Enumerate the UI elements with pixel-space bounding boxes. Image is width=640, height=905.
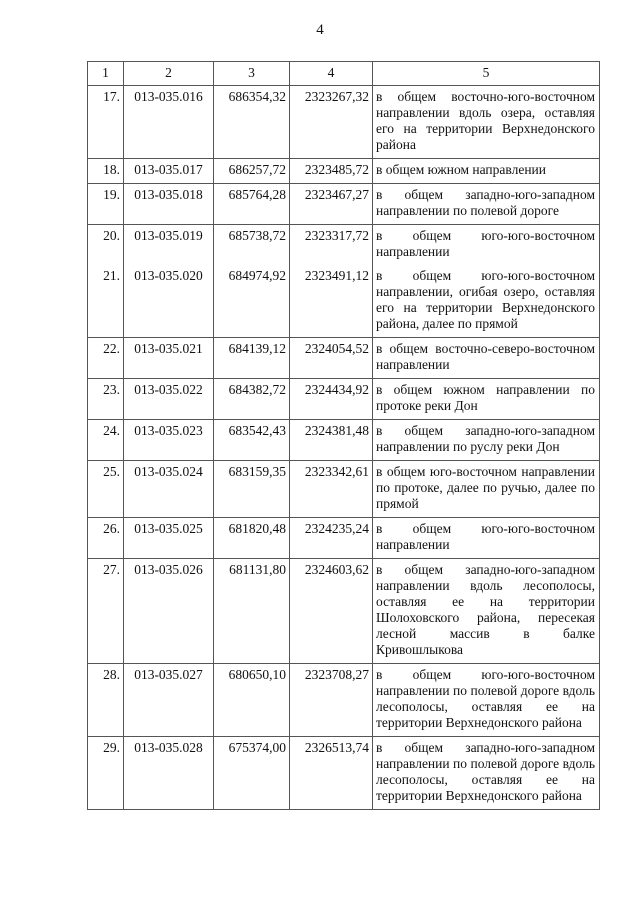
point-code: 013-035.020 xyxy=(124,265,214,338)
row-number: 25. xyxy=(88,461,124,518)
row-number: 22. xyxy=(88,338,124,379)
table-row xyxy=(88,420,600,461)
page-number: 4 xyxy=(316,22,324,38)
table-row xyxy=(88,225,600,266)
table-row xyxy=(88,559,600,664)
coord-x: 684382,72 xyxy=(214,379,290,420)
point-code: 013-035.027 xyxy=(124,664,214,737)
point-code: 013-035.024 xyxy=(124,461,214,518)
coord-x: 686257,72 xyxy=(214,159,290,184)
point-code: 013-035.021 xyxy=(124,338,214,379)
coord-x: 684974,92 xyxy=(214,265,290,338)
point-code: 013-035.019 xyxy=(124,225,214,266)
coord-y: 2323467,27 xyxy=(290,184,373,225)
header-cell: 5 xyxy=(373,62,600,86)
direction-description: в общем западно-юго-западном направлении по полевой дороге вдоль лесополосы, оставляя ее на территории Верхнедонского района xyxy=(373,737,600,810)
coord-y: 2324434,92 xyxy=(290,379,373,420)
row-number: 29. xyxy=(88,737,124,810)
direction-description: в общем юго-юго-восточном направлении xyxy=(373,518,600,559)
coord-x: 675374,00 xyxy=(214,737,290,810)
row-number: 20. xyxy=(88,225,124,266)
header-cell: 2 xyxy=(124,62,214,86)
table-row xyxy=(88,461,600,518)
point-code: 013-035.017 xyxy=(124,159,214,184)
coord-y: 2324054,52 xyxy=(290,338,373,379)
direction-description: в общем юго-юго-восточном направлении xyxy=(373,225,600,266)
row-number: 24. xyxy=(88,420,124,461)
table-body xyxy=(88,86,600,810)
row-number: 23. xyxy=(88,379,124,420)
table-row xyxy=(88,265,600,338)
direction-description: в общем юго-восточном направлении по протоке, далее по ручью, далее по прямой xyxy=(373,461,600,518)
row-number: 26. xyxy=(88,518,124,559)
coord-y: 2323485,72 xyxy=(290,159,373,184)
point-code: 013-035.026 xyxy=(124,559,214,664)
row-number: 19. xyxy=(88,184,124,225)
table-row xyxy=(88,379,600,420)
table-row xyxy=(88,338,600,379)
coord-y: 2323491,12 xyxy=(290,265,373,338)
coord-y: 2324603,62 xyxy=(290,559,373,664)
coord-y: 2326513,74 xyxy=(290,737,373,810)
header-cell: 3 xyxy=(214,62,290,86)
direction-description: в общем юго-юго-восточном направлении по полевой дороге вдоль лесополосы, оставляя ее на территории Верхнедонского района xyxy=(373,664,600,737)
coord-y: 2324381,48 xyxy=(290,420,373,461)
row-number: 21. xyxy=(88,265,124,338)
point-code: 013-035.025 xyxy=(124,518,214,559)
direction-description: в общем южном направлении по протоке реки Дон xyxy=(373,379,600,420)
coord-x: 685738,72 xyxy=(214,225,290,266)
coord-y: 2323267,32 xyxy=(290,86,373,159)
coord-x: 681820,48 xyxy=(214,518,290,559)
coord-y: 2323342,61 xyxy=(290,461,373,518)
table-row xyxy=(88,159,600,184)
coord-x: 681131,80 xyxy=(214,559,290,664)
table-row xyxy=(88,664,600,737)
table-row xyxy=(88,737,600,810)
direction-description: в общем западно-юго-западном направлении по руслу реки Дон xyxy=(373,420,600,461)
coord-x: 683159,35 xyxy=(214,461,290,518)
coord-x: 686354,32 xyxy=(214,86,290,159)
table-row xyxy=(88,518,600,559)
point-code: 013-035.023 xyxy=(124,420,214,461)
coord-y: 2324235,24 xyxy=(290,518,373,559)
coord-y: 2323708,27 xyxy=(290,664,373,737)
table-row xyxy=(88,184,600,225)
row-number: 28. xyxy=(88,664,124,737)
direction-description: в общем южном направлении xyxy=(373,159,600,184)
row-number: 27. xyxy=(88,559,124,664)
coord-x: 685764,28 xyxy=(214,184,290,225)
coord-x: 683542,43 xyxy=(214,420,290,461)
header-cell: 1 xyxy=(88,62,124,86)
direction-description: в общем восточно-северо-восточном направлении xyxy=(373,338,600,379)
coord-y: 2323317,72 xyxy=(290,225,373,266)
direction-description: в общем восточно-юго-восточном направлении вдоль озера, оставляя его на территории Верхнедонского района xyxy=(373,86,600,159)
boundary-points-table xyxy=(87,61,600,810)
row-number: 17. xyxy=(88,86,124,159)
table-header-row xyxy=(88,62,600,86)
point-code: 013-035.022 xyxy=(124,379,214,420)
direction-description: в общем западно-юго-западном направлении по полевой дороге xyxy=(373,184,600,225)
coord-x: 680650,10 xyxy=(214,664,290,737)
row-number: 18. xyxy=(88,159,124,184)
point-code: 013-035.028 xyxy=(124,737,214,810)
coord-x: 684139,12 xyxy=(214,338,290,379)
point-code: 013-035.016 xyxy=(124,86,214,159)
point-code: 013-035.018 xyxy=(124,184,214,225)
header-cell: 4 xyxy=(290,62,373,86)
direction-description: в общем юго-юго-восточном направлении, огибая озеро, оставляя его на территории Верхнедонского района, далее по прямой xyxy=(373,265,600,338)
direction-description: в общем западно-юго-западном направлении вдоль лесополосы, оставляя ее на территории Шолоховского района, пересекая лесной массив в балке Кривошлыкова xyxy=(373,559,600,664)
table-row xyxy=(88,86,600,159)
